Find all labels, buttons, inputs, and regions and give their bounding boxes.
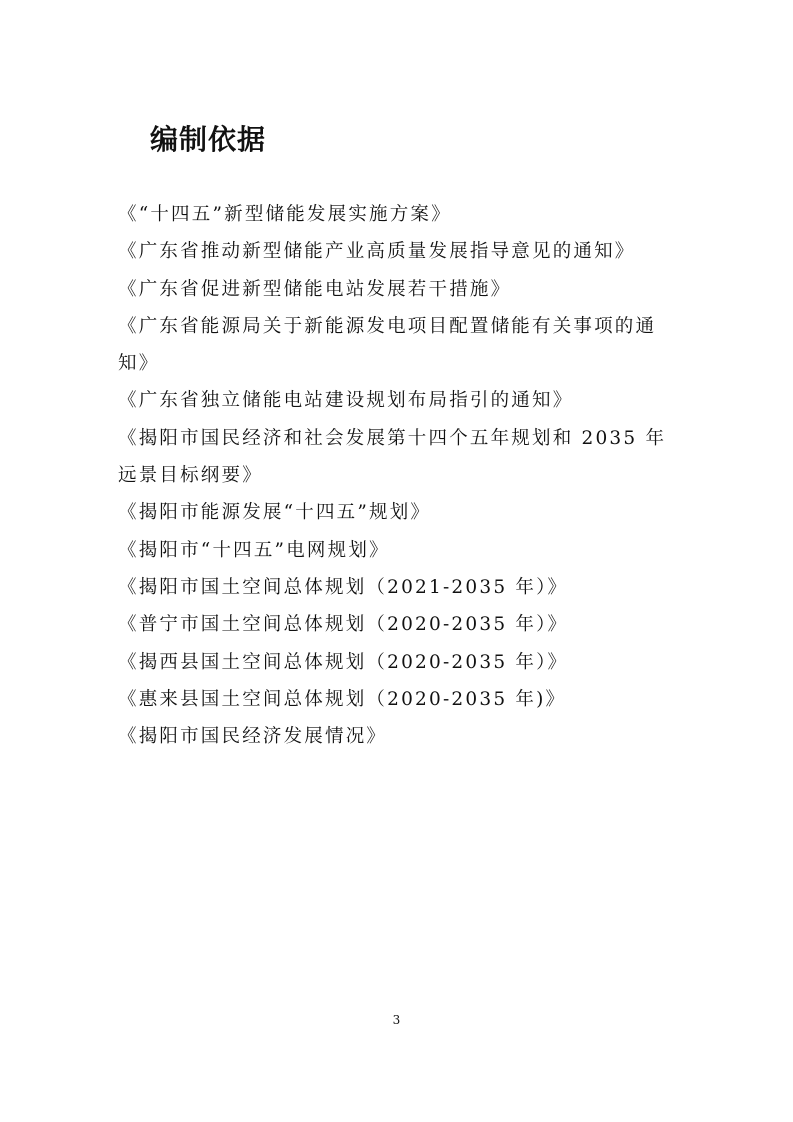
reference-item: 《惠来县国土空间总体规划（2020-2035 年)》 xyxy=(118,688,567,710)
reference-item: 《广东省促进新型储能电站发展若干措施》 xyxy=(118,278,512,300)
reference-item: 《普宁市国土空间总体规划（2020-2035 年）》 xyxy=(118,614,569,636)
reference-item: 《揭西县国土空间总体规划（2020-2035 年）》 xyxy=(118,651,569,673)
reference-item: 《揭阳市国民经济和社会发展第十四个五年规划和 2035 年远景目标纲要》 xyxy=(118,427,667,487)
reference-item: 《揭阳市国民经济发展情况》 xyxy=(118,726,388,748)
reference-item: 《揭阳市“十四五”电网规划》 xyxy=(118,539,390,561)
reference-item: 《广东省独立储能电站建设规划布局指引的通知》 xyxy=(118,390,574,412)
reference-item: 《揭阳市国土空间总体规划（2021-2035 年）》 xyxy=(118,576,569,598)
page-number: 3 xyxy=(392,1013,401,1027)
reference-item: 《广东省推动新型储能产业高质量发展指导意见的通知》 xyxy=(118,241,636,263)
section-title: 编制依据 xyxy=(150,123,267,156)
reference-item: 《广东省能源局关于新能源发电项目配置储能有关事项的通知》 xyxy=(118,315,657,375)
reference-item: 《“十四五”新型储能发展实施方案》 xyxy=(118,204,452,225)
reference-item: 《揭阳市能源发展“十四五”规划》 xyxy=(118,502,432,524)
reference-list xyxy=(118,196,678,755)
